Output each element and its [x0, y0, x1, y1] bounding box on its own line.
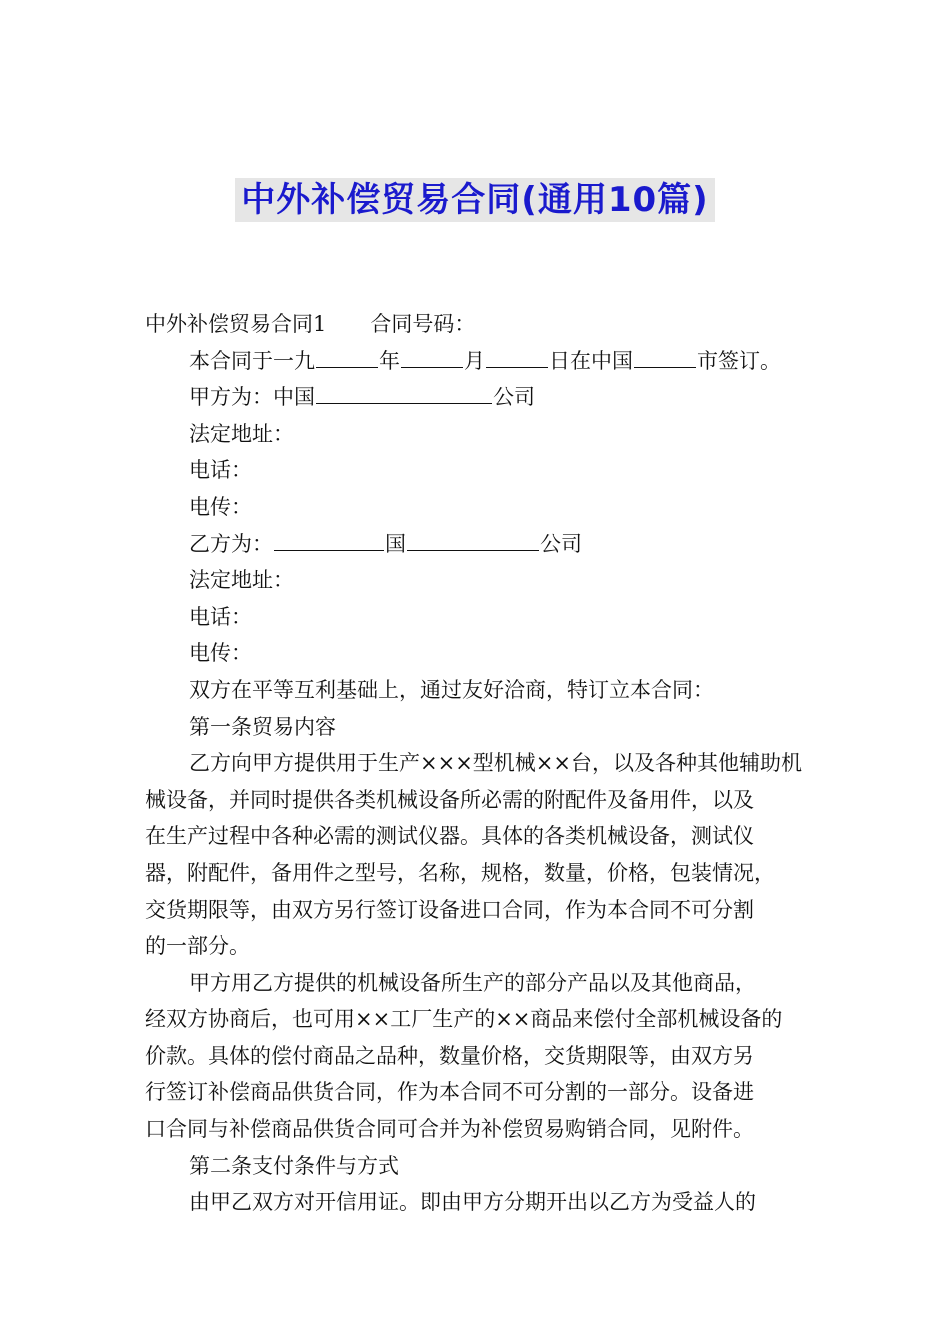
contract-heading-line — [145, 306, 820, 343]
paragraph-compensation — [145, 965, 820, 1148]
party-a-suffix: 公司 — [493, 385, 535, 410]
paragraph-line: 行签订补偿商品供货合同，作为本合同不可分割的一部分。设备进 — [145, 1080, 754, 1105]
party-b-phone: 电话： — [189, 604, 252, 629]
article-1-title: 第一条贸易内容 — [189, 714, 336, 739]
paragraph-line: 械设备，并同时提供各类机械设备所必需的附配件及备用件，以及 — [145, 787, 754, 812]
party-b-label: 乙方为： — [189, 531, 273, 556]
party-b-mid: 国 — [385, 531, 406, 556]
article-2-title: 第二条支付条件与方式 — [189, 1153, 399, 1178]
sign-text-2: 年 — [379, 348, 400, 373]
paragraph-line: 甲方用乙方提供的机械设备所生产的部分产品以及其他商品， — [189, 970, 756, 995]
blank-party-a-name — [316, 381, 492, 404]
party-b-line — [145, 526, 820, 563]
paragraph-trade-content — [145, 745, 820, 965]
paragraph-payment — [145, 1184, 820, 1221]
party-a-line — [145, 379, 820, 416]
sign-text-4: 日在中国 — [549, 348, 633, 373]
party-b-address: 法定地址： — [189, 568, 294, 593]
signing-line — [145, 343, 820, 380]
party-b-suffix: 公司 — [540, 531, 582, 556]
blank-party-b-name — [407, 528, 539, 551]
paragraph-line: 的一部分。 — [145, 934, 250, 959]
paragraph-line: 交货期限等，由双方另行签订设备进口合同，作为本合同不可分割 — [145, 897, 754, 922]
paragraph-line: 口合同与补偿商品供货合同可合并为补偿贸易购销合同，见附件。 — [145, 1117, 754, 1142]
paragraph-line: 在生产过程中各种必需的测试仪器。具体的各类机械设备，测试仪 — [145, 824, 754, 849]
document-body — [145, 306, 820, 1221]
sign-text-3: 月 — [464, 348, 485, 373]
party-b-fax: 电传： — [189, 641, 252, 666]
blank-day — [486, 345, 548, 368]
sign-text-5: 市签订。 — [697, 348, 781, 373]
sign-text-1: 本合同于一九 — [189, 348, 315, 373]
intro-text: 双方在平等互利基础上，通过友好洽商，特订立本合同： — [189, 677, 714, 702]
document-title: 中外补偿贸易合同(通用10篇) — [235, 178, 714, 222]
paragraph-line: 价款。具体的偿付商品之品种，数量价格，交货期限等，由双方另 — [145, 1043, 754, 1068]
blank-party-b-country — [274, 528, 384, 551]
blank-year — [316, 345, 378, 368]
paragraph-line: 器，附配件，备用件之型号，名称，规格，数量，价格，包装情况， — [145, 860, 775, 885]
party-a-phone: 电话： — [189, 458, 252, 483]
paragraph-line: 乙方向甲方提供用于生产×××型机械××台，以及各种其他辅助机 — [189, 751, 802, 776]
contract-number-label: 合同号码： — [370, 312, 476, 336]
blank-month — [401, 345, 463, 368]
blank-city — [634, 345, 696, 368]
paragraph-line: 经双方协商后，也可用××工厂生产的××商品来偿付全部机械设备的 — [145, 1007, 783, 1032]
contract-name: 中外补偿贸易合同1 — [145, 312, 327, 336]
party-a-fax: 电传： — [189, 494, 252, 519]
title-area — [0, 178, 950, 222]
paragraph-line: 由甲乙双方对开信用证。即由甲方分期开出以乙方为受益人的 — [189, 1190, 756, 1215]
party-a-address: 法定地址： — [189, 421, 294, 446]
party-a-label: 甲方为：中国 — [189, 385, 315, 410]
